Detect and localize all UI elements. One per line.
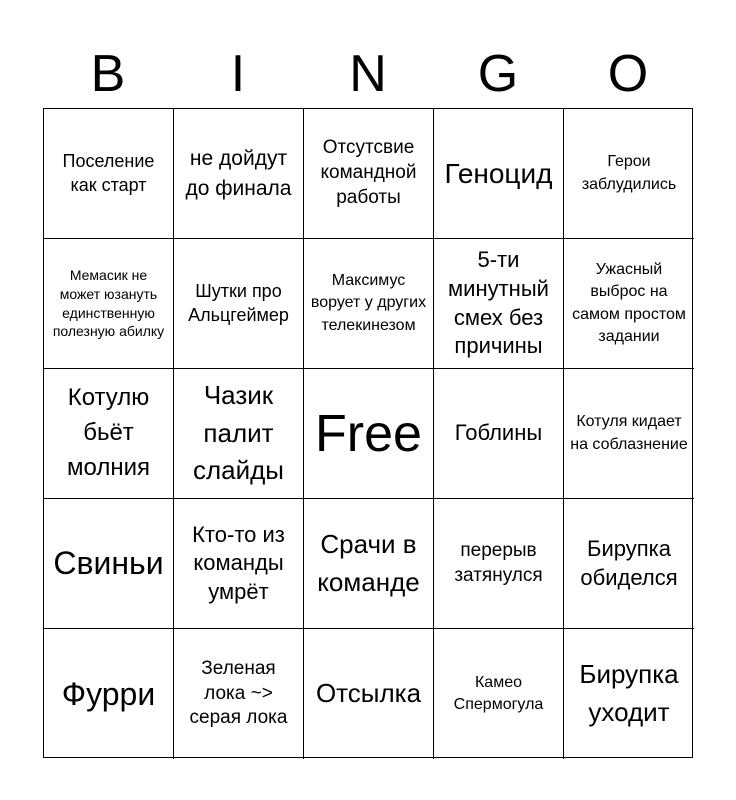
bingo-cell-r5c1[interactable]: Фурри bbox=[44, 629, 174, 759]
bingo-cell-r4c4[interactable]: перерыв затянулся bbox=[434, 499, 564, 629]
bingo-cell-r2c5[interactable]: Ужасный выброс на самом простом задании bbox=[564, 239, 694, 369]
bingo-cell-free[interactable]: Free bbox=[304, 369, 434, 499]
bingo-cell-r1c1[interactable]: Поселение как старт bbox=[44, 109, 174, 239]
bingo-cell-r1c2[interactable]: не дойдут до финала bbox=[174, 109, 304, 239]
bingo-cell-r1c5[interactable]: Герои заблудились bbox=[564, 109, 694, 239]
bingo-cell-r3c2[interactable]: Чазик палит слайды bbox=[174, 369, 304, 499]
bingo-cell-r3c5[interactable]: Котуля кидает на соблазнение bbox=[564, 369, 694, 499]
bingo-cell-r5c4[interactable]: Камео Спермогула bbox=[434, 629, 564, 759]
bingo-cell-r4c1[interactable]: Свиньи bbox=[44, 499, 174, 629]
bingo-header bbox=[43, 40, 693, 108]
bingo-cell-r2c2[interactable]: Шутки про Альцгеймер bbox=[174, 239, 304, 369]
bingo-cell-r4c5[interactable]: Бирупка обиделся bbox=[564, 499, 694, 629]
header-letter-b: B bbox=[90, 45, 126, 103]
bingo-cell-r2c4[interactable]: 5-ти минутный смех без причины bbox=[434, 239, 564, 369]
bingo-cell-r5c2[interactable]: Зеленая лока ~> серая лока bbox=[174, 629, 304, 759]
header-letter-n: N bbox=[349, 45, 387, 103]
header-letter-i: I bbox=[230, 45, 246, 103]
bingo-cell-r5c3[interactable]: Отсылка bbox=[304, 629, 434, 759]
header-letter-g: G bbox=[477, 45, 519, 103]
bingo-cell-r5c5[interactable]: Бирупка уходит bbox=[579, 659, 679, 727]
bingo-cell-r1c4[interactable]: Геноцид bbox=[434, 109, 564, 239]
header-letter-o: O bbox=[607, 45, 649, 103]
bingo-board bbox=[43, 108, 693, 758]
bingo-cell-r2c1[interactable]: Мемасик не может юзануть единственную полезную абилку bbox=[44, 239, 174, 369]
bingo-cell-r4c2[interactable]: Кто-то из команды умрёт bbox=[174, 499, 304, 629]
bingo-cell-r3c4[interactable]: Гоблины bbox=[434, 369, 564, 499]
bingo-cell-r3c1[interactable]: Котулю бьёт молния bbox=[44, 369, 174, 499]
bingo-cell-r4c3[interactable]: Срачи в команде bbox=[304, 499, 434, 629]
bingo-cell-r2c3[interactable]: Максимус ворует у других телекинезом bbox=[304, 239, 434, 369]
bingo-cell-r1c3[interactable]: Отсутсвие командной работы bbox=[304, 109, 434, 239]
